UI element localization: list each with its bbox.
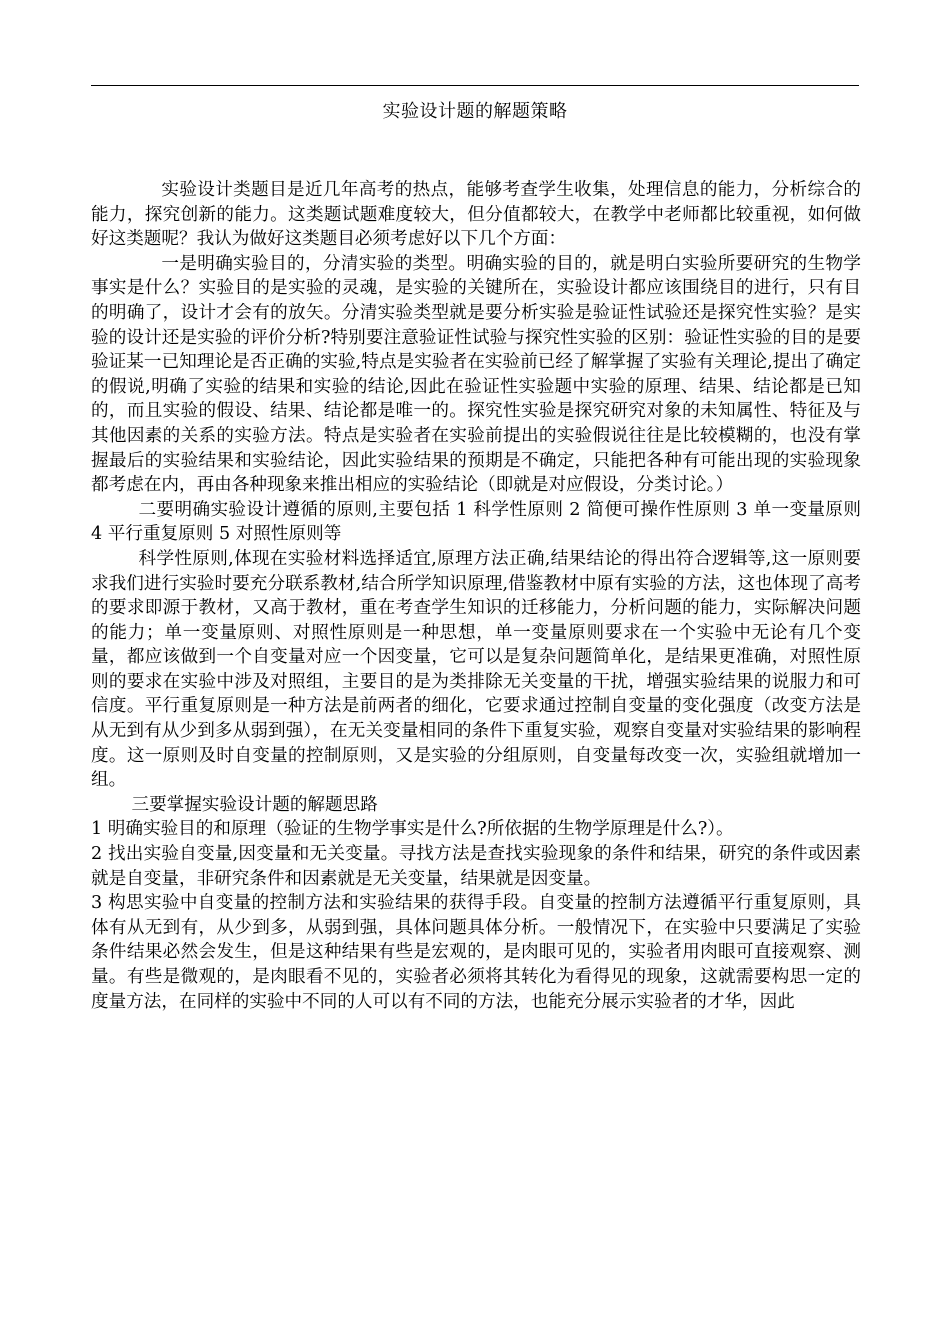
header-rule bbox=[91, 85, 859, 86]
paragraph-point-one: 一是明确实验目的，分清实验的类型。明确实验的目的，就是明白实验所要研究的生物学事实是什么？实验目的是实验的灵魂，是实验的关键所在，实验设计都应该围绕目的进行，只有目的明确了，设计才会有的放矢。分清实验类型就是要分析实验是验证性试验还是探究性实验？是实验的设计还是实验的评价分析?特别要注意验证性试验与探究性实验的区别：验证性实验的目的是要验证某一已知理论是否正确的实验,特点是实验者在实验前已经了解掌握了实验有关理论,提出了确定的假说,明确了实验的结果和实验的结论,因此在验证性实验题中实验的原理、结果、结论都是已知的，而且实验的假设、结果、结论都是唯一的。探究性实验是探究研究对象的未知属性、特征及与其他因素的关系的实验方法。特点是实验者在实验前提出的实验假说往往是比较模糊的，也没有掌握最后的实验结果和实验结论，因此实验结果的预期是不确定，只能把各种有可能出现的实验现象都考虑在内，再由各种现象来推出相应的实验结论（即就是对应假设，分类讨论。） bbox=[91, 253, 861, 496]
list-item-step-1: 1 明确实验目的和原理（验证的生物学事实是什么?所依据的生物学原理是什么?）。 bbox=[91, 819, 734, 840]
document-body bbox=[91, 178, 861, 1014]
document-title: 实验设计题的解题策略 bbox=[382, 101, 568, 122]
list-item-step-3: 3 构思实验中自变量的控制方法和实验结果的获得手段。自变量的控制方法遵循平行重复原则，具体有从无到有，从少到多，从弱到强，具体问题具体分析。一般情况下，在实验中只要满足了实验条件结果必然会发生，但是这种结果有些是宏观的，是肉眼可见的，实验者用肉眼可直接观察、测量。有些是微观的，是肉眼看不见的，实验者必须将其转化为看得见的现象，这就需要构思一定的度量方法，在同样的实验中不同的人可以有不同的方法，也能充分展示实验者的才华，因此 bbox=[91, 893, 861, 1012]
paragraph-point-three: 三要掌握实验设计题的解题思路 bbox=[131, 794, 378, 815]
paragraph-principles: 科学性原则,体现在实验材料选择适宜,原理方法正确,结果结论的得出符合逻辑等,这一原则要求我们进行实验时要充分联系教材,结合所学知识原理,借鉴教材中原有实验的方法，这也体现了高考的要求即源于教材，又高于教材，重在考查学生知识的迁移能力，分析问题的能力，实际解决问题的能力；单一变量原则、对照性原则是一种思想，单一变量原则要求在一个实验中无论有几个变量，都应该做到一个自变量对应一个因变量，它可以是复杂问题简单化，是结果更准确，对照性原则的要求在实验中涉及对照组，主要目的是为类排除无关变量的干扰，增强实验结果的说服力和可信度。平行重复原则是一种方法是前两者的细化，它要求通过控制自变量的变化强度（改变方法是从无到有从少到多从弱到强），在无关变量相同的条件下重复实验，观察自变量对实验结果的影响程度。这一原则及时自变量的控制原则，又是实验的分组原则，自变量每改变一次，实验组就增加一组。 bbox=[91, 548, 861, 791]
list-item-step-2: 2 找出实验自变量,因变量和无关变量。寻找方法是查找实验现象的条件和结果，研究的条件或因素就是自变量，非研究条件和因素就是无关变量，结果就是因变量。 bbox=[91, 844, 861, 889]
paragraph-intro: 实验设计类题目是近几年高考的热点，能够考查学生收集，处理信息的能力，分析综合的能力，探究创新的能力。这类题试题难度较大，但分值都较大，在教学中老师都比较重视，如何做好这类题呢？我认为做好这类题目必须考虑好以下几个方面： bbox=[91, 180, 861, 250]
paragraph-point-two: 二要明确实验设计遵循的原则,主要包括 1 科学性原则 2 简便可操作性原则 3 单一变量原则 4 平行重复原则 5 对照性原则等 bbox=[91, 499, 861, 545]
